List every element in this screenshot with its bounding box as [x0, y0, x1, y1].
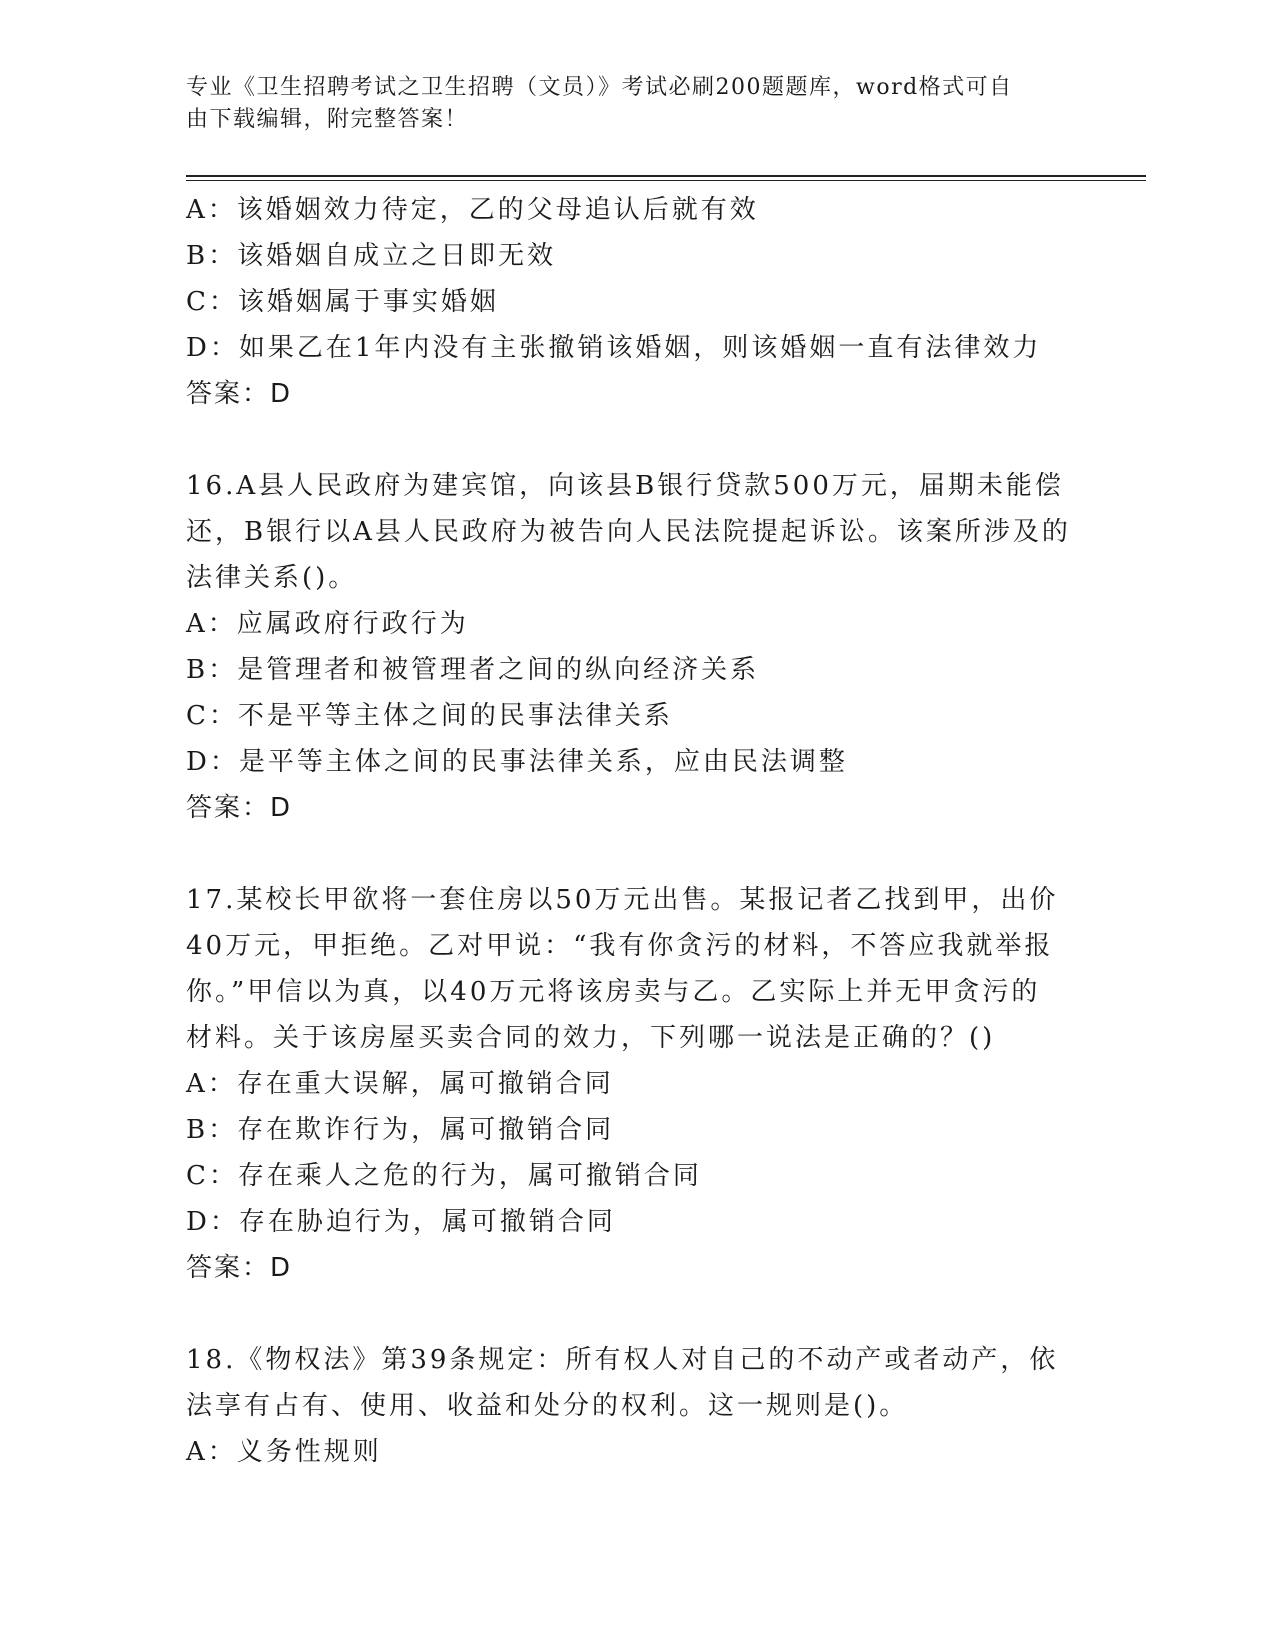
option-a: A：应属政府行政行为 [186, 609, 469, 639]
option-c: C：不是平等主体之间的民事法律关系 [186, 701, 673, 731]
question-text-line: 40万元，甲拒绝。乙对甲说：“我有你贪污的材料，不答应我就举报 [186, 931, 1054, 961]
option-a: A：存在重大误解，属可撤销合同 [186, 1069, 614, 1099]
question-text-line: 法享有占有、使用、收益和处分的权利。这一规则是()。 [186, 1391, 909, 1421]
option-c: C：该婚姻属于事实婚姻 [186, 287, 499, 317]
question-text [186, 877, 1086, 1061]
option-d: D：如果乙在1年内没有主张撤销该婚姻，则该婚姻一直有法律效力 [186, 333, 1042, 363]
question-text-line: 你。”甲信以为真，以40万元将该房卖与乙。乙实际上并无甲贪污的 [186, 977, 1041, 1007]
header-divider-thin [186, 180, 1146, 181]
question-text-line: 材料。关于该房屋买卖合同的效力，下列哪一说法是正确的？() [186, 1023, 996, 1053]
question-text [186, 1337, 1086, 1429]
question-15-continued [186, 187, 1086, 417]
option-a: A：义务性规则 [186, 1437, 382, 1467]
option-a: A：该婚姻效力待定，乙的父母追认后就有效 [186, 195, 759, 225]
question-text [186, 463, 1086, 601]
spacer [186, 831, 1086, 877]
answer-line: 答案：D [186, 793, 293, 823]
answer-line: 答案：D [186, 379, 293, 409]
question-17 [186, 877, 1086, 1291]
question-text-line: 法律关系()。 [186, 563, 358, 593]
question-text-line: 18.《物权法》第39条规定：所有权人对自己的不动产或者动产，依 [186, 1345, 1059, 1375]
question-text-line: 还，B银行以A县人民政府为被告向人民法院提起诉讼。该案所涉及的 [186, 517, 1071, 547]
question-text-line: 17.某校长甲欲将一套住房以50万元出售。某报记者乙找到甲，出价 [186, 885, 1059, 915]
question-16 [186, 463, 1086, 831]
document-header [186, 72, 1066, 136]
header-line-2: 由下载编辑，附完整答案！ [186, 107, 469, 132]
option-d: D：存在胁迫行为，属可撤销合同 [186, 1207, 616, 1237]
option-c: C：存在乘人之危的行为，属可撤销合同 [186, 1161, 702, 1191]
header-line-1: 专业《卫生招聘考试之卫生招聘（文员）》考试必刷200题题库，word格式可自 [186, 75, 1013, 100]
option-b: B：存在欺诈行为，属可撤销合同 [186, 1115, 615, 1145]
question-list [186, 187, 1086, 1475]
header-divider-thick [186, 175, 1146, 177]
option-b: B：是管理者和被管理者之间的纵向经济关系 [186, 655, 760, 685]
option-b: B：该婚姻自成立之日即无效 [186, 241, 557, 271]
question-18 [186, 1337, 1086, 1475]
answer-line: 答案：D [186, 1253, 293, 1283]
question-text-line: 16.A县人民政府为建宾馆，向该县B银行贷款500万元，届期未能偿 [186, 471, 1064, 501]
option-d: D：是平等主体之间的民事法律关系，应由民法调整 [186, 747, 848, 777]
spacer [186, 417, 1086, 463]
spacer [186, 1291, 1086, 1337]
